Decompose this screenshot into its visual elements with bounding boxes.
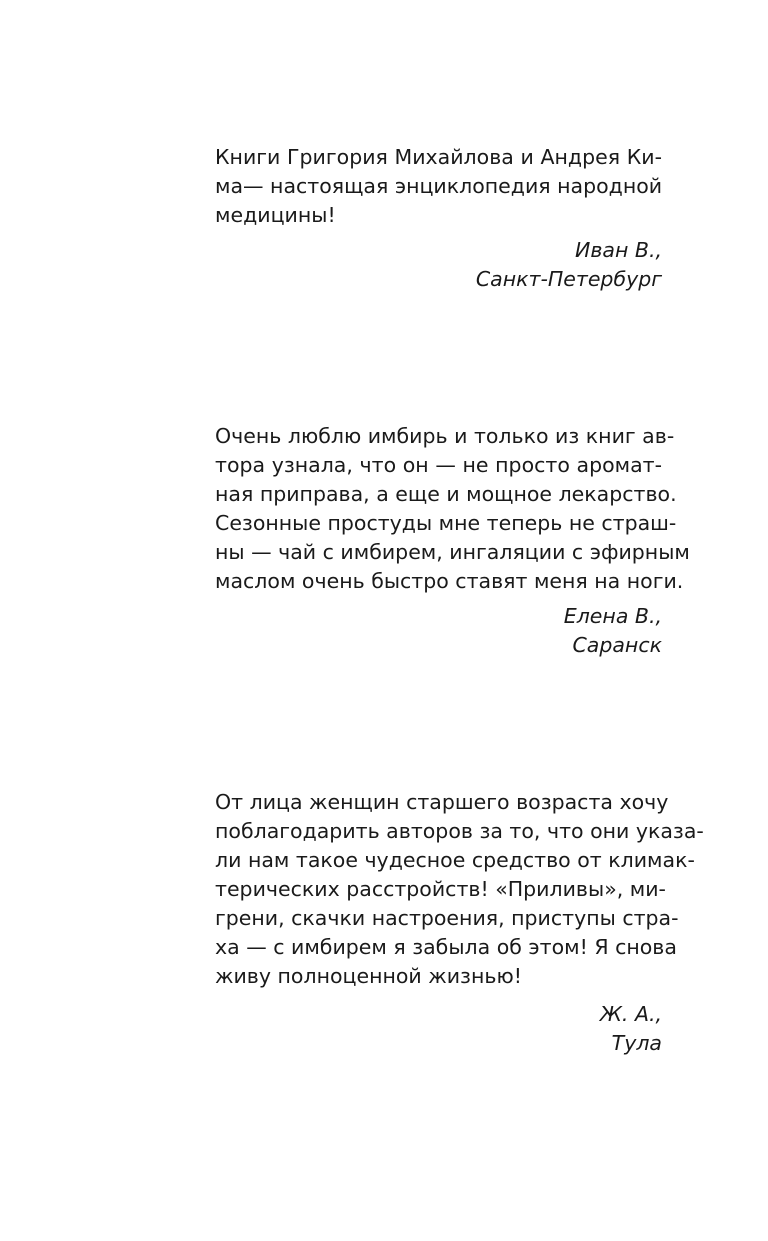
review-author: Иван В.,	[575, 238, 662, 262]
review-text-line: тора узнала, что он — не просто аромат-	[215, 453, 662, 477]
review-text-line: От лица женщин старшего возраста хочу	[215, 790, 669, 814]
review-text-line: Очень люблю имбирь и только из книг ав-	[215, 424, 675, 448]
review-text-line: ная приправа, а еще и мощное лекарство.	[215, 482, 677, 506]
review-1	[215, 143, 662, 294]
review-text-line: грени, скачки настроения, приступы стра-	[215, 906, 679, 930]
review-city: Тула	[611, 1031, 662, 1055]
review-2	[215, 422, 690, 660]
review-text-line: терических расстройств! «Приливы», ми-	[215, 877, 666, 901]
review-city: Саранск	[572, 633, 662, 657]
review-text-line: ны — чай с имбирем, ингаляции с эфирным	[215, 540, 690, 564]
review-3	[215, 788, 704, 1058]
review-text-line: ли нам такое чудесное средство от климак-	[215, 848, 695, 872]
review-text-line: ма— настоящая энциклопедия народной	[215, 174, 663, 198]
review-text-line: маслом очень быстро ставят меня на ноги.	[215, 569, 684, 593]
review-text-line: живу полноценной жизнью!	[215, 964, 522, 988]
review-text-line: Сезонные простуды мне теперь не страш-	[215, 511, 677, 535]
review-city: Санкт-Петербург	[475, 267, 662, 291]
review-text-line: ха — с имбирем я забыла об этом! Я снова	[215, 935, 677, 959]
review-text-line: Книги Григория Михайлова и Андрея Ки-	[215, 145, 662, 169]
review-author: Елена В.,	[563, 604, 662, 628]
review-text-line: медицины!	[215, 203, 336, 227]
review-author: Ж. А.,	[599, 1002, 662, 1026]
review-text-line: поблагодарить авторов за то, что они указа-	[215, 819, 704, 843]
